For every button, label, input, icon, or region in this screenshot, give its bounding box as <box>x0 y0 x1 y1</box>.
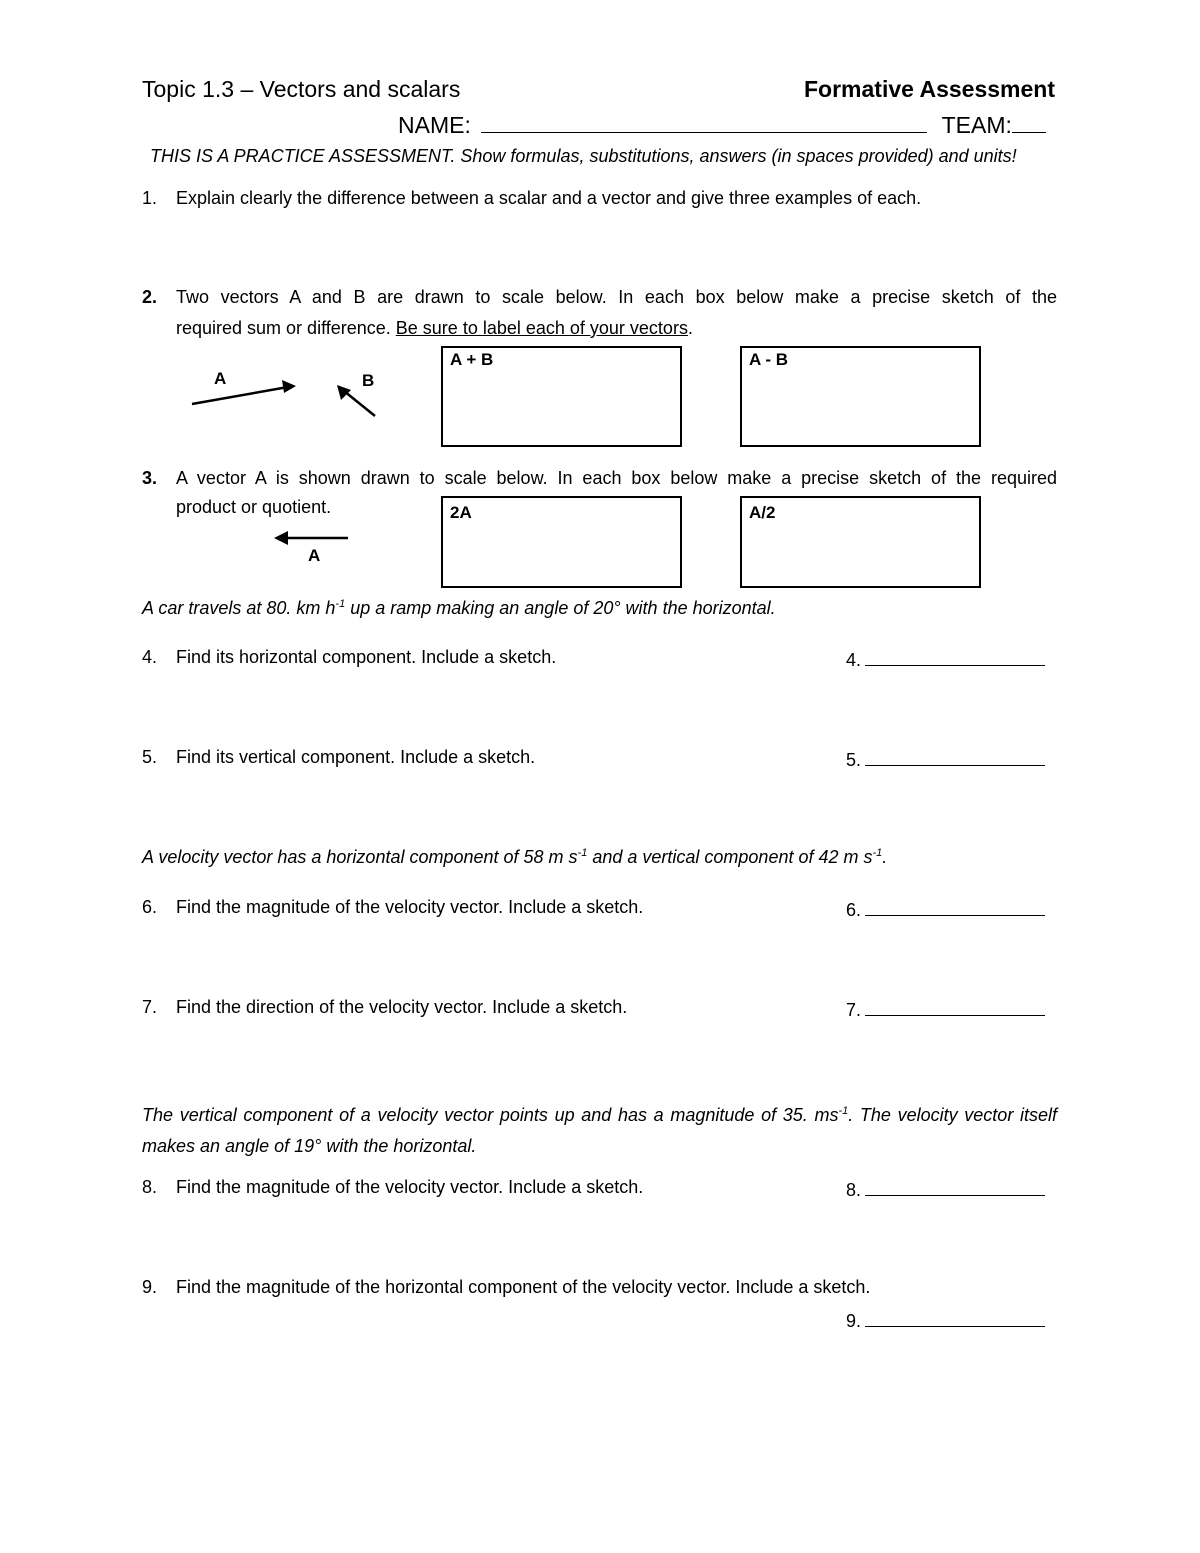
instructions: THIS IS A PRACTICE ASSESSMENT. Show formulas, substitutions, answers (in spaces provided) and units! <box>150 146 1017 166</box>
q3-vector-label: A <box>308 546 321 564</box>
scenario-car-post: up a ramp making an angle of 20° with the horizontal. <box>345 598 776 618</box>
scenario-vertical-post: . The velocity vector itself makes an angle of 19° with the horizontal. <box>142 1105 1057 1156</box>
vector-a-label: A <box>214 369 227 388</box>
name-row <box>398 110 1046 139</box>
q7-answer[interactable] <box>846 997 1045 1021</box>
scenario-velocity-mid: and a vertical component of 42 m s <box>587 847 873 867</box>
q9-answer-line[interactable] <box>865 1308 1045 1327</box>
name-label: NAME: <box>398 112 471 138</box>
assessment-title: Formative Assessment <box>804 76 1055 102</box>
q3-number: 3. <box>142 468 158 488</box>
team-field[interactable] <box>1012 110 1046 133</box>
scenario-vertical-sup: -1 <box>838 1105 849 1117</box>
q7-answer-line[interactable] <box>865 997 1045 1016</box>
q5-text: Find its vertical component. Include a sketch. <box>176 747 536 767</box>
q2-vectors-diagram <box>180 360 400 430</box>
vector-b-label: B <box>362 371 375 390</box>
scenario-car-sup: -1 <box>335 598 346 610</box>
q4-number: 4. <box>142 647 158 667</box>
difference-sketch-box[interactable] <box>740 346 981 447</box>
q5-answer[interactable] <box>846 747 1045 771</box>
q6-answer-label: 6. <box>846 900 862 920</box>
vector-a-arrow <box>192 380 296 404</box>
q3-vector-diagram <box>268 524 358 564</box>
q2-text-end: . <box>687 318 693 338</box>
vector-a-arrow <box>274 531 348 545</box>
q5-answer-label: 5. <box>846 750 862 770</box>
q1-text: Explain clearly the difference between a scalar and a vector and give three examples of each. <box>176 188 922 208</box>
q4-answer-label: 4. <box>846 650 862 670</box>
q8-answer-line[interactable] <box>865 1177 1045 1196</box>
scenario-velocity <box>142 847 887 868</box>
scenario-velocity-pre: A velocity vector has a horizontal component of 58 m s <box>142 847 578 867</box>
double-sketch-box[interactable] <box>441 496 682 588</box>
q2-text-plain: required sum or difference. <box>176 318 396 338</box>
scenario-velocity-sup2: -1 <box>872 847 883 859</box>
q7-number: 7. <box>142 997 158 1017</box>
q3-text-line2: product or quotient. <box>176 497 332 517</box>
scenario-velocity-sup1: -1 <box>577 847 588 859</box>
q4-answer-line[interactable] <box>865 647 1045 666</box>
q3-text-line1: A vector A is shown drawn to scale below. In each box below make a precise sketch of the required <box>176 468 1057 488</box>
scenario-vertical <box>142 1096 1057 1162</box>
team-label: TEAM: <box>941 112 1012 138</box>
q6-answer-line[interactable] <box>865 897 1045 916</box>
double-box-label: 2A <box>450 503 472 522</box>
q6-number: 6. <box>142 897 158 917</box>
scenario-velocity-post: . <box>882 847 888 867</box>
q9-answer[interactable] <box>846 1308 1045 1332</box>
q8-answer[interactable] <box>846 1177 1045 1201</box>
half-sketch-box[interactable] <box>740 496 981 588</box>
q9-text: Find the magnitude of the horizontal component of the velocity vector. Include a sketch. <box>176 1277 871 1297</box>
q7-text: Find the direction of the velocity vector. Include a sketch. <box>176 997 628 1017</box>
q8-answer-label: 8. <box>846 1180 862 1200</box>
scenario-car <box>142 598 776 619</box>
q8-text: Find the magnitude of the velocity vector. Include a sketch. <box>176 1177 644 1197</box>
sum-box-label: A + B <box>450 350 494 369</box>
sum-sketch-box[interactable] <box>441 346 682 447</box>
topic-title: Topic 1.3 – Vectors and scalars <box>142 76 461 102</box>
q9-answer-label: 9. <box>846 1311 862 1331</box>
q5-number: 5. <box>142 747 158 767</box>
q2-text-underlined: Be sure to label each of your vectors <box>395 318 688 338</box>
q4-text: Find its horizontal component. Include a sketch. <box>176 647 557 667</box>
scenario-vertical-pre: The vertical component of a velocity vector points up and has a magnitude of 35. ms <box>142 1105 839 1125</box>
q1-number: 1. <box>142 188 158 208</box>
q4-answer[interactable] <box>846 647 1045 671</box>
q8-number: 8. <box>142 1177 158 1197</box>
q6-text: Find the magnitude of the velocity vector. Include a sketch. <box>176 897 644 917</box>
difference-box-label: A - B <box>749 350 789 369</box>
q7-answer-label: 7. <box>846 1000 862 1020</box>
scenario-car-pre: A car travels at 80. km h <box>142 598 336 618</box>
q5-answer-line[interactable] <box>865 747 1045 766</box>
name-field[interactable] <box>481 110 927 133</box>
q2-text-line1: Two vectors A and B are drawn to scale below. In each box below make a precise sketch of the <box>176 287 1057 307</box>
q6-answer[interactable] <box>846 897 1045 921</box>
q2-number: 2. <box>142 287 158 307</box>
q2-text-line2 <box>176 318 693 339</box>
q9-number: 9. <box>142 1277 158 1297</box>
half-box-label: A/2 <box>749 503 776 522</box>
